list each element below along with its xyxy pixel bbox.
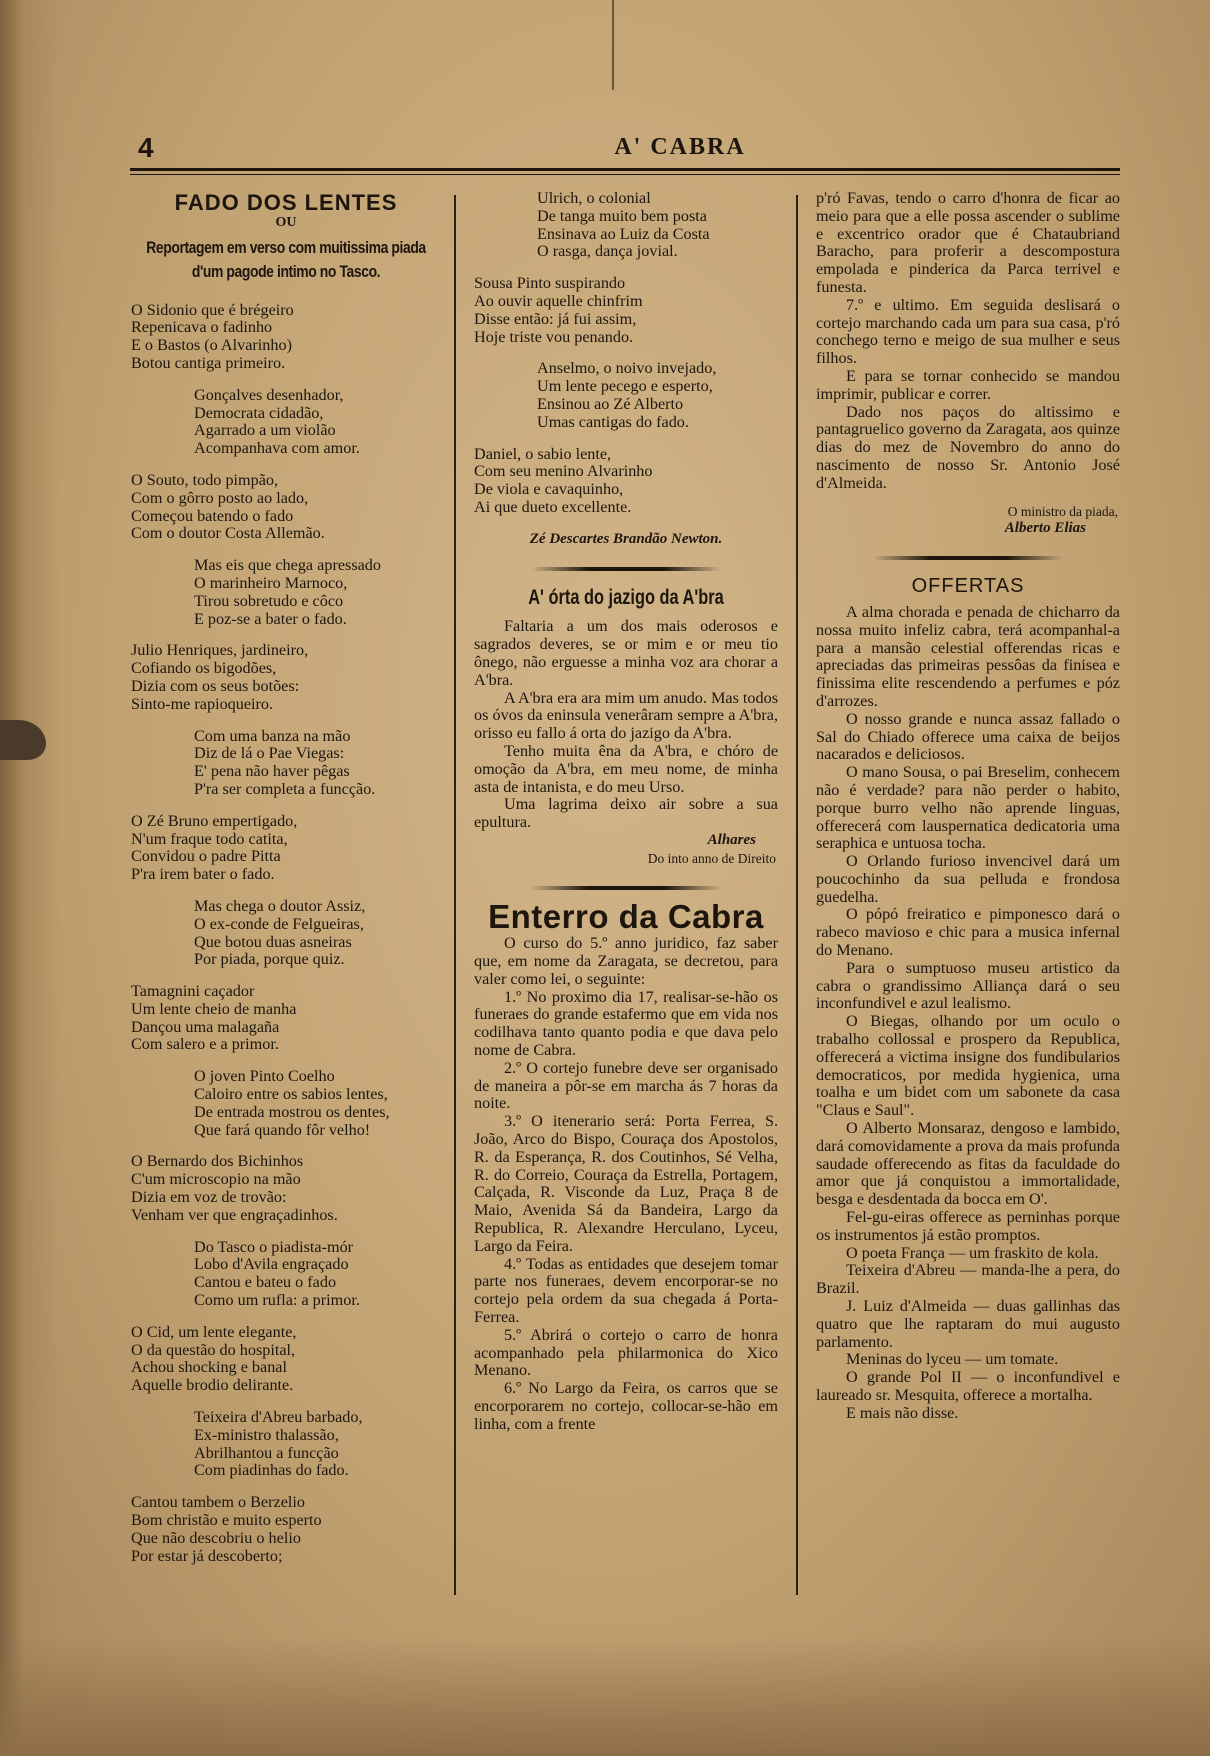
verse-line: O Sidonio que é brégeiro — [131, 300, 294, 319]
poem-title-ou: OU — [275, 214, 297, 230]
stanza — [131, 557, 441, 628]
paragraph: Tenho muita êna da A'bra, e chóro de omoção da A'bra, em meu nome, de minha asta de intanista, e do meu Urso. — [474, 741, 778, 796]
verse-line: Dizia em voz de trovão: — [131, 1188, 287, 1207]
signer-role: O ministro da piada, — [1007, 503, 1118, 519]
verse-line: Repenicava o fadinho — [131, 318, 273, 337]
verse-line: Que botou duas asneiras — [194, 932, 352, 951]
paragraph: 5.º Abrirá o cortejo o carro de honra acompanhado pela philarmonica do Xico Menano. — [474, 1325, 778, 1380]
paragraph: 3.º O itenerario será: Porta Ferrea, S. João, Arco do Bispo, Couraça dos Apostolos, R. da Esperança, R. dos Coutinhos, Sé Velha, R. do Correio, Couraça da Estrella, Portagem, Calçada, R. Visconde da Luz, Praça 8 de Maio, Avenida Sá da Bandeira, Largo da Republica, R. Alexandre Herculano, Lyceu, Largo da Feira. — [474, 1112, 778, 1255]
verse-line: O Zé Bruno empertigado, — [131, 811, 298, 830]
verse-line: Ex-ministro thalassão, — [194, 1425, 339, 1444]
verse-line: Anselmo, o noivo invejado, — [537, 359, 717, 378]
verse-line: Tirou sobretudo e côco — [194, 591, 344, 610]
verse-line: E' pena não haver pêgas — [194, 762, 350, 781]
verse-line: Por estar já descoberto; — [131, 1546, 283, 1565]
verse-line: Cantou e bateu o fado — [194, 1273, 337, 1292]
header-rule-thin — [130, 174, 1120, 175]
verse-line: Lobo d'Avila engraçado — [194, 1255, 349, 1274]
paragraph: Uma lagrima deixo air sobre a sua epultura. — [474, 795, 778, 832]
verse-line: O rasga, dança jovial. — [537, 242, 678, 261]
verse-line: Ensinou ao Zé Alberto — [537, 394, 684, 413]
stanza — [474, 275, 778, 346]
verse-line: Bom christão e muito esperto — [131, 1511, 322, 1530]
page-number: 4 — [138, 132, 154, 163]
verse-line: Ao ouvir aquelle chinfrim — [474, 291, 643, 310]
verse-line: Que não descobriu o helio — [131, 1528, 301, 1547]
stanza — [131, 1494, 441, 1565]
verse-line: De entrada mostrou os dentes, — [194, 1102, 390, 1121]
verse-line: Dizia com os seus botões: — [131, 676, 300, 695]
verse-line: E o Bastos (o Alvarinho) — [131, 336, 292, 355]
verse-line: Achou shocking e banal — [131, 1358, 287, 1377]
verse-line: Convidou o padre Pitta — [131, 847, 281, 866]
stanza — [131, 387, 441, 458]
orta-title: A' órta do jazigo da A'bra — [528, 585, 724, 609]
paragraph: Meninas do lyceu — um tomate. — [846, 1350, 1059, 1369]
stanza — [131, 1153, 441, 1224]
verse-line: Sinto-me rapioqueiro. — [131, 694, 274, 713]
paragraph: O Orlando furioso invencivel dará um poucochinho da sua pelluda e frondosa guedelha. — [816, 852, 1120, 906]
enterro-article-cont — [816, 190, 1120, 493]
poem-signature: Zé Descartes Brandão Newton. — [529, 530, 723, 547]
verse-line: Dançou uma malagaña — [131, 1017, 280, 1036]
paragraph: O grande Pol II — o inconfundivel e laureado sr. Mesquita, offerece a mortalha. — [816, 1368, 1120, 1404]
verse-line: Democrata cidadão, — [194, 403, 324, 422]
paragraph: J. Luiz d'Almeida — duas gallinhas das quatro que lhe raptaram do mui augusto parlamento. — [816, 1297, 1120, 1351]
verse-line: Disse então: já fui assim, — [474, 309, 637, 328]
offertas-title: OFFERTAS — [911, 575, 1025, 598]
paragraph: Teixeira d'Abreu — manda-lhe a pera, do Brazil. — [816, 1261, 1120, 1298]
paragraph: 7.º e ultimo. Em seguida deslisará o cortejo marchando cada um para sua casa, p'ró conchego terno e meigo de sua mulher e seus filhos. — [816, 295, 1120, 368]
paragraph: 1.º No proximo dia 17, realisar-se-hão os funeraes do grande estafermo que em vida nos codilhava tanto quanto podia e que dava pelo nome de Cabra. — [474, 987, 778, 1060]
verse-line: Umas cantigas do fado. — [537, 412, 689, 431]
stanza — [131, 1068, 441, 1139]
paragraph: O nosso grande e nunca assaz fallado o Sal do Chiado offerece uma caixa de beijos nacarados e deliciosos. — [816, 709, 1120, 764]
verse-line: N'um fraque todo catita, — [131, 829, 288, 848]
paragraph: A alma chorada e penada de chicharro da nossa muito infeliz cabra, terá acompanhal-a para a mansão celestial offerendas ricas e apreciadas das primeiras pessôas da finisea e finissima elite rescendendo a perfumes e póz d'arrozes. — [816, 602, 1120, 710]
verse-line: Mas chega o doutor Assiz, — [194, 896, 366, 915]
stanza — [131, 302, 441, 373]
verse-line: Mas eis que chega apressado — [194, 556, 381, 575]
paragraph: O curso do 5.º anno juridico, faz saber que, em nome da Zaragata, se decretou, para valer como lei, o seguinte: — [474, 934, 778, 988]
column-divider-2 — [796, 195, 798, 1595]
verse-line: Abrilhantou a funcção — [194, 1443, 339, 1462]
paragraph: O pópó freiratico e pimponesco dará o rabeco mavioso e chic para a musica infernal do Menano. — [816, 905, 1120, 960]
stanza — [131, 642, 441, 713]
verse-line: Sousa Pinto suspirando — [474, 274, 626, 293]
verse-line: Aquelle brodio delirante. — [131, 1376, 294, 1395]
stanza — [131, 1409, 441, 1480]
stanza — [131, 472, 441, 543]
verse-line: Um lente pecego e esperto, — [537, 377, 713, 396]
verse-line: Com seu menino Alvarinho — [474, 462, 653, 481]
paragraph: 2.º O cortejo funebre deve ser organisado de maneira a pôr-se em marcha ás 7 horas da noite. — [474, 1058, 778, 1113]
verse-line: Tamagnini caçador — [131, 982, 255, 1001]
verse-line: Botou cantiga primeiro. — [131, 353, 286, 372]
page-shadow-left — [0, 0, 60, 1756]
column-right — [816, 190, 1120, 1423]
verse-line: O da questão do hospital, — [131, 1340, 296, 1359]
offertas-article — [816, 604, 1120, 1423]
verse-line: O Bernardo dos Bichinhos — [131, 1152, 304, 1171]
orta-signature-note: Do into anno de Direito — [647, 850, 776, 866]
stanza — [131, 728, 441, 799]
paragraph: Fel-gu-eiras offerece as perninhas porque os instrumentos já estão promptos. — [816, 1208, 1120, 1244]
verse-line: E poz-se a bater o fado. — [194, 609, 347, 628]
paragraph: O Alberto Monsaraz, dengoso e lambido, dará comovidamente a prova da mais profunda saudade offerecendo as fitas da faculdade do amor que já conquistou a immortalidade, besga e desdentada da bocca em O'. — [816, 1119, 1120, 1209]
enterro-title: Enterro da Cabra — [488, 897, 764, 935]
verse-line: O Cid, um lente elegante, — [131, 1322, 297, 1341]
page-shadow-bottom — [0, 1636, 1210, 1756]
paragraph: O Biegas, olhando por um oculo o trabalho collossal e prospero da Republica, offerecerá a victima insigne dos fundibularios democraticos, por medida hygienica, uma toalha e um bidet com um sabonete da casa "Claus e Saul". — [816, 1012, 1120, 1120]
page-header — [130, 130, 1120, 170]
verse-line: Do Tasco o piadista-mór — [194, 1237, 354, 1256]
column-left — [131, 190, 441, 1579]
paragraph: E para se tornar conhecido se mandou imprimir, publicar e correr. — [816, 366, 1120, 403]
verse-line: O joven Pinto Coelho — [194, 1067, 335, 1086]
header-rule-thick — [130, 168, 1120, 171]
verse-line: Ai que dueto excellente. — [474, 497, 632, 516]
column-middle — [474, 190, 778, 1434]
enterro-article — [474, 935, 778, 1433]
verse-line: O marinheiro Marnoco, — [194, 573, 348, 592]
stanza — [131, 983, 441, 1054]
paragraph: 6.º No Largo da Feira, os carros que se encorporarem no cortejo, collocar-se-hão em linha, com a frente — [474, 1379, 778, 1433]
verse-line: Venham ver que engraçadinhos. — [131, 1205, 338, 1224]
verse-line: Com uma banza na mão — [194, 726, 351, 745]
verse-line: Começou batendo o fado — [131, 506, 294, 525]
paragraph: Faltaria a um dos mais oderosos e sagrados deveres, se or mim e or meu tio ônego, não erguesse a minha voz ara chorar a A'bra. — [474, 617, 778, 689]
separator — [873, 556, 1063, 560]
verse-line: Como um rufla: a primor. — [194, 1291, 360, 1310]
orta-article — [474, 618, 778, 832]
stanza — [474, 446, 778, 517]
verse-line: P'ra ser completa a funcção. — [194, 779, 376, 798]
paragraph: O poeta França — um fraskito de kola. — [846, 1243, 1099, 1262]
verse-line: Diz de lá o Pae Viegas: — [194, 744, 345, 763]
verse-line: Julio Henriques, jardineiro, — [131, 641, 309, 660]
stanza — [131, 898, 441, 969]
verse-line: Acompanhava com amor. — [194, 439, 360, 458]
stanza — [131, 813, 441, 884]
verse-line: Agarrado a um violão — [194, 421, 336, 440]
verse-line: Hoje triste vou penando. — [474, 327, 634, 346]
verse-line: Com piadinhas do fado. — [194, 1461, 349, 1480]
verse-line: Gonçalves desenhador, — [194, 385, 344, 404]
paragraph: E mais não disse. — [846, 1403, 959, 1422]
poem-subtitle: Reportagem em verso com muitissima piada d'um pagode intimo no Tasco. — [146, 237, 426, 281]
paragraph: A A'bra era ara mim um anudo. Mas todos os óvos da eninsula venerâram sempre a A'bra, orisso eu fallo á orta do jazigo da A'bra. — [474, 688, 779, 743]
verse-line: O Souto, todo pimpão, — [131, 470, 279, 489]
paragraph: p'ró Favas, tendo o carro d'honra de ficar ao meio para que a elle possa ascender o sublime e excentrico orador que é Chataubriand Baracho, para proferir a descompostura empolada e pinderica da Parca terrivel e funesta. — [816, 189, 1120, 296]
verse-line: De viola e cavaquinho, — [474, 480, 624, 499]
stanza — [131, 1324, 441, 1395]
masthead-title: A' CABRA — [614, 134, 746, 160]
poem-stanzas — [131, 302, 441, 1566]
paragraph: 4.º Todas as entidades que desejem tomar parte nos funeraes, devem encorporar-se no cortejo pela ordem da sua chegada á Porta-Ferrea. — [474, 1254, 778, 1327]
verse-line: Cofiando os bigodões, — [131, 659, 277, 678]
signer-name: Alberto Elias — [1004, 520, 1086, 537]
verse-line: Ulrich, o colonial — [537, 189, 651, 207]
stanza — [474, 190, 778, 261]
separator — [531, 567, 721, 571]
verse-line: De tanga muito bem posta — [537, 206, 707, 225]
poem-stanzas-cont — [474, 190, 778, 517]
verse-line: P'ra irem bater o fado. — [131, 865, 275, 884]
verse-line: Ensinava ao Luiz da Costa — [537, 224, 710, 243]
paragraph: Para o sumptuoso museu artistico da cabra o grandissimo Alliança dará o seu inconfundivel e azul lealismo. — [816, 958, 1120, 1013]
verse-line: Um lente cheio de manha — [131, 999, 297, 1018]
verse-line: C'um microscopio na mão — [131, 1170, 301, 1189]
paragraph: Dado nos paços do altissimo e pantagruelico governo da Zaragata, aos quinze dias do mez de Novembro do anno do nascimento de nosso Sr. Antonio José d'Almeida. — [816, 402, 1120, 492]
verse-line: Com o gôrro posto ao lado, — [131, 488, 309, 507]
paragraph: O mano Sousa, o pai Breselim, conhecem não é verdade? para não perder o habito, porque burro velho não aprende linguas, offerecerá com lauspernatica dedicatoria uma seraphica e untuosa tocha. — [816, 763, 1120, 853]
stanza — [131, 1239, 441, 1310]
verse-line: Com salero e a primor. — [131, 1035, 279, 1054]
verse-line: Caloiro entre os sabios lentes, — [194, 1085, 388, 1104]
verse-line: Por piada, porque quiz. — [194, 950, 345, 969]
paper-crease — [612, 0, 614, 90]
verse-line: O ex-conde de Felgueiras, — [194, 914, 364, 933]
verse-line: Cantou tambem o Berzelio — [131, 1493, 305, 1512]
verse-line: Com o doutor Costa Allemão. — [131, 524, 325, 543]
verse-line: Teixeira d'Abreu barbado, — [194, 1408, 363, 1427]
verse-line: Daniel, o sabio lente, — [474, 444, 612, 463]
stanza — [474, 360, 778, 431]
poem-title: FADO DOS LENTES — [174, 190, 398, 215]
verse-line: Que fará quando fôr velho! — [194, 1120, 371, 1139]
separator — [531, 886, 721, 890]
orta-signature: Alhares — [707, 831, 756, 848]
column-divider-1 — [454, 195, 456, 1595]
